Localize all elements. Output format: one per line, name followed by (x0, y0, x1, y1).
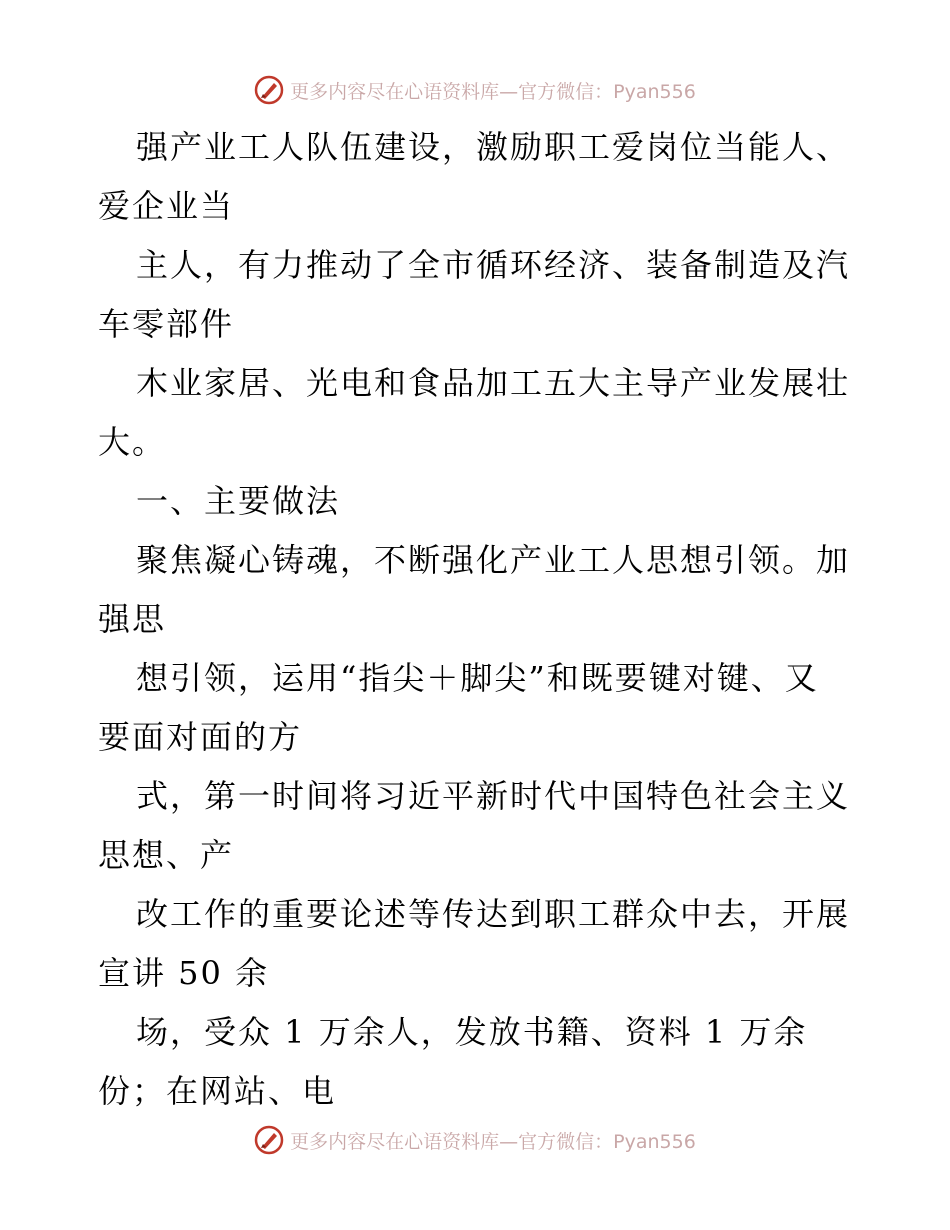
text-line: 想引领，运用“指尖＋脚尖”和既要键对键、又 (136, 659, 819, 697)
text-line: 份；在网站、电 (98, 1072, 337, 1110)
text-line: 车零部件 (98, 305, 235, 343)
pen-nib-logo-icon (254, 1125, 284, 1155)
text-line: 木业家居、光电和食品加工五大主导产业发展壮 (136, 364, 851, 402)
text-line: 要面对面的方 (98, 718, 303, 756)
text-line: 主人，有力推动了全市循环经济、装备制造及汽 (136, 246, 851, 284)
text-line: 场，受众 1 万余人，发放书籍、资料 1 万余 (136, 1013, 808, 1051)
text-line: 思想、产 (98, 836, 235, 874)
header-watermark-text: 更多内容尽在心语资料库—官方微信：Pyan556 (290, 80, 696, 103)
text-line: 聚焦凝心铸魂，不断强化产业工人思想引领。加 (136, 541, 851, 579)
text-line: 改工作的重要论述等传达到职工群众中去，开展 (136, 895, 851, 933)
text-line: 式，第一时间将习近平新时代中国特色社会主义 (136, 777, 851, 815)
footer-watermark-banner (0, 1120, 950, 1160)
footer-watermark-text: 更多内容尽在心语资料库—官方微信：Pyan556 (290, 1130, 696, 1153)
pen-nib-logo-icon (254, 75, 284, 105)
section-heading: 一、主要做法 (136, 482, 341, 520)
document-body (98, 118, 858, 1121)
text-line: 爱企业当 (98, 187, 235, 225)
header-watermark-banner (0, 70, 950, 110)
text-line: 强思 (98, 600, 167, 638)
text-line: 强产业工人队伍建设，激励职工爱岗位当能人、 (136, 128, 851, 166)
text-line: 宣讲 50 余 (98, 954, 270, 992)
text-line: 大。 (98, 423, 167, 461)
